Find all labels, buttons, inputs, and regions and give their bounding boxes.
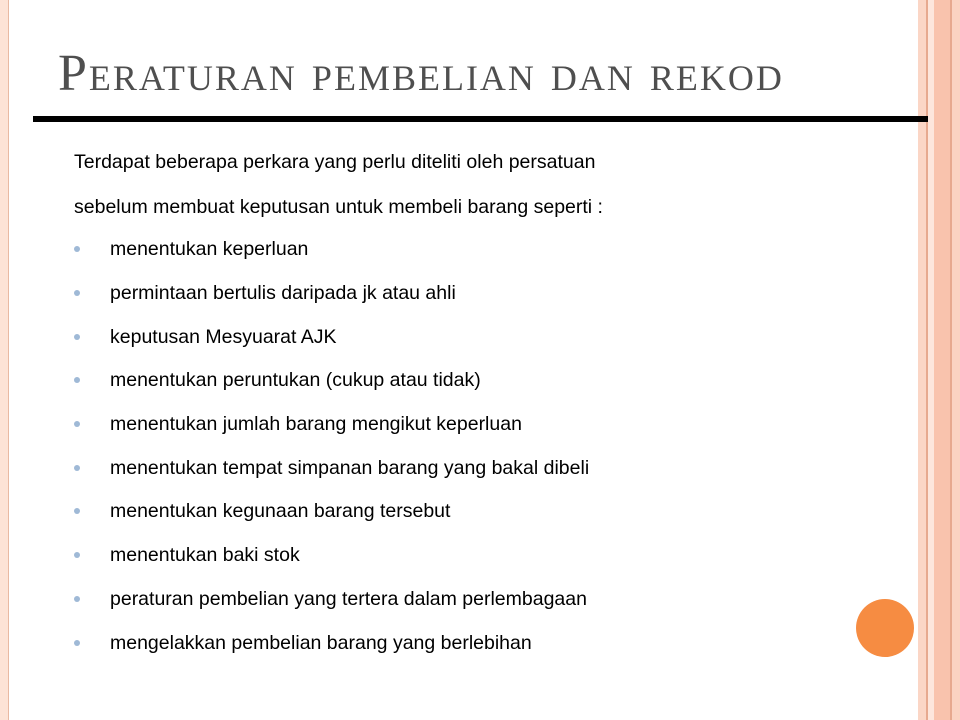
bullet-dot [74, 640, 80, 646]
bullet-dot [74, 465, 80, 471]
bullet-dot [74, 290, 80, 296]
intro-line-2: sebelum membuat keputusan untuk membeli barang seperti : [74, 196, 603, 218]
left-border-line [8, 0, 9, 720]
right-stripe-4 [952, 0, 960, 720]
bullet-text: peraturan pembelian yang tertera dalam perlembagaan [110, 588, 587, 610]
bullet-dot [74, 377, 80, 383]
bullet-text: menentukan tempat simpanan barang yang bakal dibeli [110, 457, 590, 479]
decorative-orange-circle [856, 599, 914, 657]
intro-line-1: Terdapat beberapa perkara yang perlu diteliti oleh persatuan [74, 151, 596, 173]
bullet-text: permintaan bertulis daripada jk atau ahli [110, 282, 456, 304]
bullet-dot [74, 552, 80, 558]
bullet-dot [74, 421, 80, 427]
title-underline [33, 116, 928, 122]
bullet-dot [74, 508, 80, 514]
bullet-text: keputusan Mesyuarat AJK [110, 326, 337, 348]
bullet-text: menentukan peruntukan (cukup atau tidak) [110, 369, 481, 391]
bullet-text: menentukan jumlah barang mengikut keperluan [110, 413, 522, 435]
bullet-dot [74, 596, 80, 602]
bullet-text: menentukan keperluan [110, 238, 309, 260]
bullet-text: mengelakkan pembelian barang yang berlebihan [110, 632, 532, 654]
right-stripe-3 [934, 0, 950, 720]
slide-title: Peraturan pembelian dan rekod [58, 45, 784, 102]
bullet-text: menentukan kegunaan barang tersebut [110, 500, 451, 522]
left-border-stripe [0, 0, 8, 720]
bullet-dot [74, 334, 80, 340]
bullet-dot [74, 246, 80, 252]
right-stripe-1 [918, 0, 926, 720]
bullet-text: menentukan baki stok [110, 544, 300, 566]
